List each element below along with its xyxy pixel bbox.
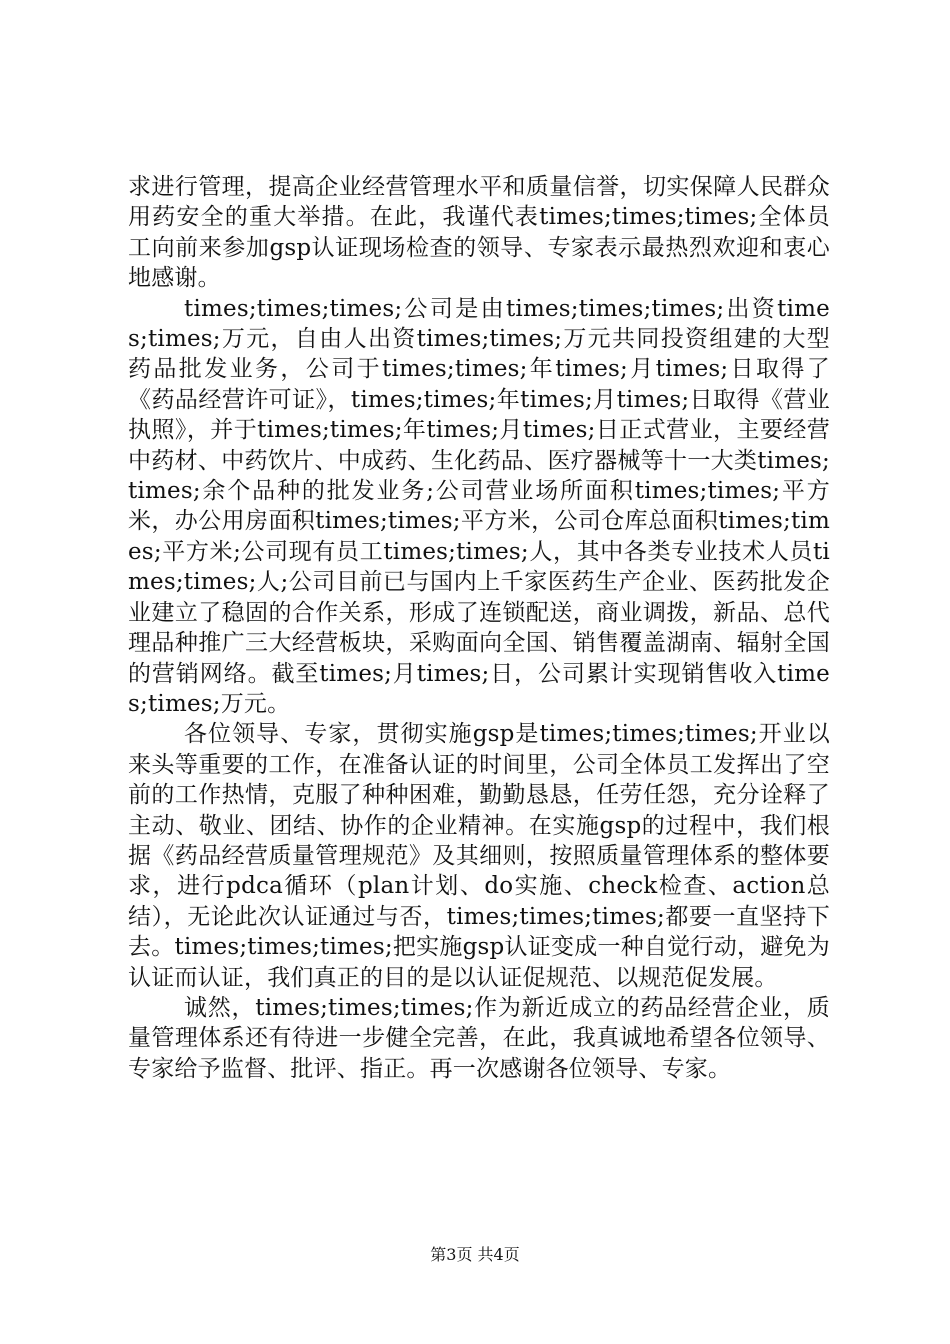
page-number-footer: 第3页 共4页	[430, 1245, 520, 1264]
paragraph-continued: 求进行管理，提高企业经营管理水平和质量信誉，切实保障人民群众用药安全的重大举措。在此，我谨代表times;times;times;全体员工向前来参加gsp认证现场检查的领导、专家表示最热烈欢迎和衷心地感谢。	[128, 174, 830, 292]
paragraph-closing-remarks: 诚然，times;times;times;作为新近成立的药品经营企业，质量管理体系还有待进一步健全完善，在此，我真诚地希望各位领导、专家给予监督、批评、指正。再一次感谢各位领导、专家。	[128, 994, 830, 1082]
paragraph-company-profile: times;times;times;公司是由times;times;times;出资times;times;万元，自由人出资times;times;万元共同投资组建的大型药品批发业务，公司于times;times;年times;月times;日取得了《药品经营许可证》，times;times;年times;月times;日取得《营业执照》，并于times;times;年times;月times;日正式营业，主要经营中药材、中药饮片、中成药、生化药品、医疗器械等十一大类times;times;余个品种的批发业务;公司营业场所面积times;times;平方米，办公用房面积times;times;平方米，公司仓库总面积times;times;平方米;公司现有员工times;times;人，其中各类专业技术人员times;times;人;公司目前已与国内上千家医药生产企业、医药批发企业建立了稳固的合作关系，形成了连锁配送，商业调拨，新品、总代理品种推广三大经营板块，采购面向全国、销售覆盖湖南、辐射全国的营销网络。截至times;月times;日，公司累计实现销售收入times;times;万元。	[128, 295, 830, 717]
paragraph-gsp-implementation: 各位领导、专家，贯彻实施gsp是times;times;times;开业以来头等重要的工作，在准备认证的时间里，公司全体员工发挥出了空前的工作热情，克服了种种困难，勤勤恳恳，任劳任怨，充分诠释了主动、敬业、团结、协作的企业精神。在实施gsp的过程中，我们根据《药品经营质量管理规范》及其细则，按照质量管理体系的整体要求，进行pdca循环（plan计划、do实施、check检查、action总结），无论此次认证通过与否，times;times;times;都要一直坚持下去。times;times;times;把实施gsp认证变成一种自觉行动，避免为认证而认证，我们真正的目的是以认证促规范、以规范促发展。	[128, 721, 830, 991]
document-body	[128, 172, 830, 1084]
